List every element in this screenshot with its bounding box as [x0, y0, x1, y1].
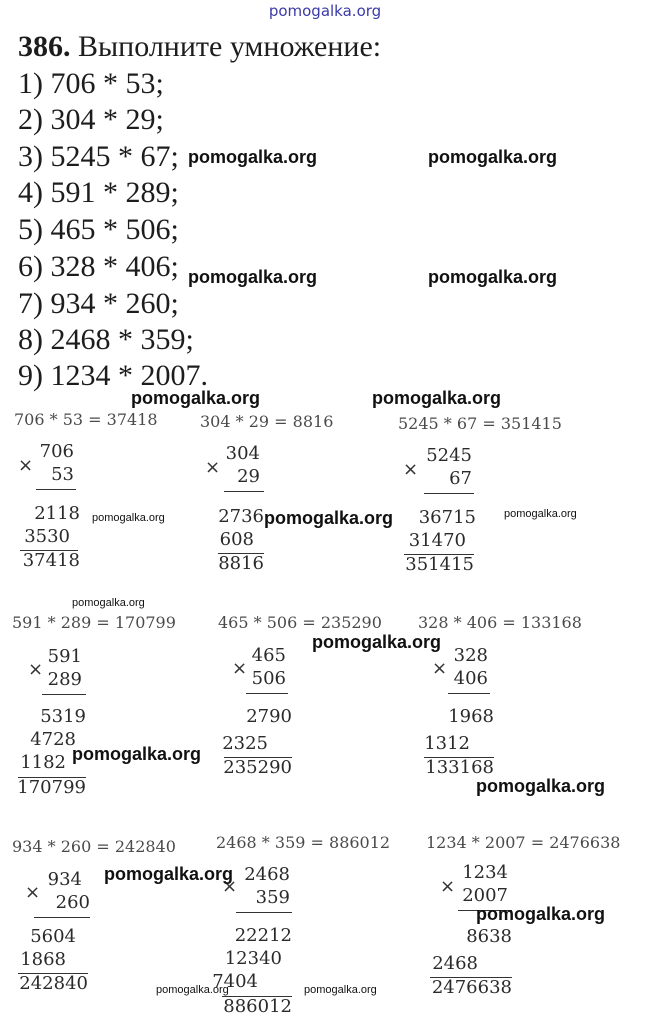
watermark-text: pomogalka.org [188, 147, 318, 167]
factor-2: 289 [47, 669, 82, 690]
sum-line [246, 693, 288, 694]
task-item: 9) 1234 * 2007. [18, 359, 208, 392]
task-item: 3) 5245 * 67; [18, 140, 179, 173]
product-result: 170799 [17, 777, 86, 798]
partial-product: 7404 [212, 971, 258, 992]
task-item: 8) 2468 * 359; [18, 323, 194, 356]
factor-2: 406 [453, 668, 488, 689]
watermark-text: pomogalka.org [92, 512, 165, 524]
solution-equation: 706 * 53 = 37418 [14, 410, 158, 429]
exercise-title [18, 30, 381, 64]
watermark-text: pomogalka.org [476, 776, 606, 796]
watermark-text: pomogalka.org [72, 597, 145, 609]
partial-product: 2118 [34, 503, 80, 524]
factor-2: 2007 [462, 885, 508, 906]
partial-product: 1182 [20, 752, 66, 773]
sum-line [236, 912, 292, 913]
factor-1: 465 [251, 645, 286, 666]
product-result: 8816 [218, 553, 264, 574]
partial-product: 1968 [448, 706, 494, 727]
factor-1: 328 [453, 645, 488, 666]
task-item: 1) 706 * 53; [18, 67, 164, 100]
multiply-sign-icon: × [222, 876, 238, 897]
sum-line [36, 489, 76, 490]
factor-2: 359 [255, 887, 290, 908]
partial-product: 608 [219, 529, 254, 550]
partial-product: 8638 [466, 926, 512, 947]
solution-equation: 328 * 406 = 133168 [418, 613, 582, 632]
watermark-text: pomogalka.org [312, 632, 442, 652]
factor-1: 304 [225, 443, 260, 464]
watermark-text: pomogalka.org [476, 904, 606, 924]
solution-equation: 5245 * 67 = 351415 [398, 414, 562, 433]
solution-equation: 934 * 260 = 242840 [12, 837, 176, 856]
watermark-text: pomogalka.org [372, 388, 502, 408]
watermark-text: pomogalka.org [428, 147, 558, 167]
sum-line [448, 693, 490, 694]
factor-1: 1234 [462, 862, 508, 883]
factor-1: 5245 [426, 445, 472, 466]
solution-equation: 591 * 289 = 170799 [12, 613, 176, 632]
multiply-sign-icon: × [440, 876, 456, 897]
multiply-sign-icon: × [432, 658, 448, 679]
sum-line [34, 917, 90, 918]
exercise-number: 386. [18, 30, 71, 63]
solution-equation: 465 * 506 = 235290 [218, 613, 382, 632]
task-item: 6) 328 * 406; [18, 250, 179, 283]
factor-1: 2468 [244, 864, 290, 885]
factor-1: 706 [39, 441, 74, 462]
multiply-sign-icon: × [205, 457, 221, 478]
factor-1: 591 [47, 646, 82, 667]
watermark-text: pomogalka.org [264, 508, 394, 528]
exercise-instruction: Выполните умножение: [78, 30, 382, 63]
product-result: 2476638 [431, 977, 512, 998]
partial-product: 2468 [432, 953, 478, 974]
sum-line [424, 493, 474, 494]
product-result: 133168 [425, 757, 494, 778]
partial-product: 31470 [408, 530, 466, 551]
multiply-sign-icon: × [403, 459, 419, 480]
partial-product: 5604 [30, 926, 76, 947]
multiply-sign-icon: × [28, 659, 44, 680]
watermark-text: pomogalka.org [131, 388, 261, 408]
factor-2: 29 [237, 466, 260, 487]
multiply-sign-icon: × [232, 658, 248, 679]
task-item: 2) 304 * 29; [18, 103, 164, 136]
partial-product: 1312 [424, 733, 470, 754]
product-result: 235290 [223, 757, 292, 778]
factor-1: 934 [47, 869, 82, 890]
partial-product: 36715 [418, 507, 476, 528]
solution-equation: 1234 * 2007 = 2476638 [426, 833, 621, 852]
solution-equation: 2468 * 359 = 886012 [216, 833, 391, 852]
partial-product: 5319 [40, 706, 86, 727]
watermark-text: pomogalka.org [156, 984, 229, 996]
solution-equation: 304 * 29 = 8816 [200, 412, 334, 431]
partial-product: 12340 [224, 948, 282, 969]
product-result: 886012 [223, 996, 292, 1017]
site-watermark-top: pomogalka.org [268, 2, 382, 20]
sum-line [42, 694, 86, 695]
task-item: 7) 934 * 260; [18, 287, 179, 320]
watermark-text: pomogalka.org [428, 267, 558, 287]
product-result: 242840 [19, 973, 88, 994]
partial-product: 4728 [30, 729, 76, 750]
partial-product: 22212 [234, 925, 292, 946]
sum-line [224, 491, 264, 492]
factor-2: 67 [449, 468, 472, 489]
partial-product: 3530 [24, 526, 70, 547]
task-item: 4) 591 * 289; [18, 176, 179, 209]
watermark-text: pomogalka.org [504, 508, 577, 520]
partial-product: 2325 [222, 733, 268, 754]
watermark-text: pomogalka.org [304, 984, 377, 996]
watermark-text: pomogalka.org [72, 744, 202, 764]
multiply-sign-icon: × [18, 455, 34, 476]
partial-product: 2736 [218, 506, 264, 527]
partial-product: 1868 [20, 949, 66, 970]
task-item: 5) 465 * 506; [18, 213, 179, 246]
factor-2: 53 [51, 464, 74, 485]
watermark-text: pomogalka.org [188, 267, 318, 287]
factor-2: 506 [251, 668, 286, 689]
product-result: 351415 [405, 554, 474, 575]
multiply-sign-icon: × [25, 882, 41, 903]
product-result: 37418 [22, 550, 80, 571]
watermark-text: pomogalka.org [104, 864, 234, 884]
factor-2: 260 [55, 892, 90, 913]
partial-product: 2790 [246, 706, 292, 727]
